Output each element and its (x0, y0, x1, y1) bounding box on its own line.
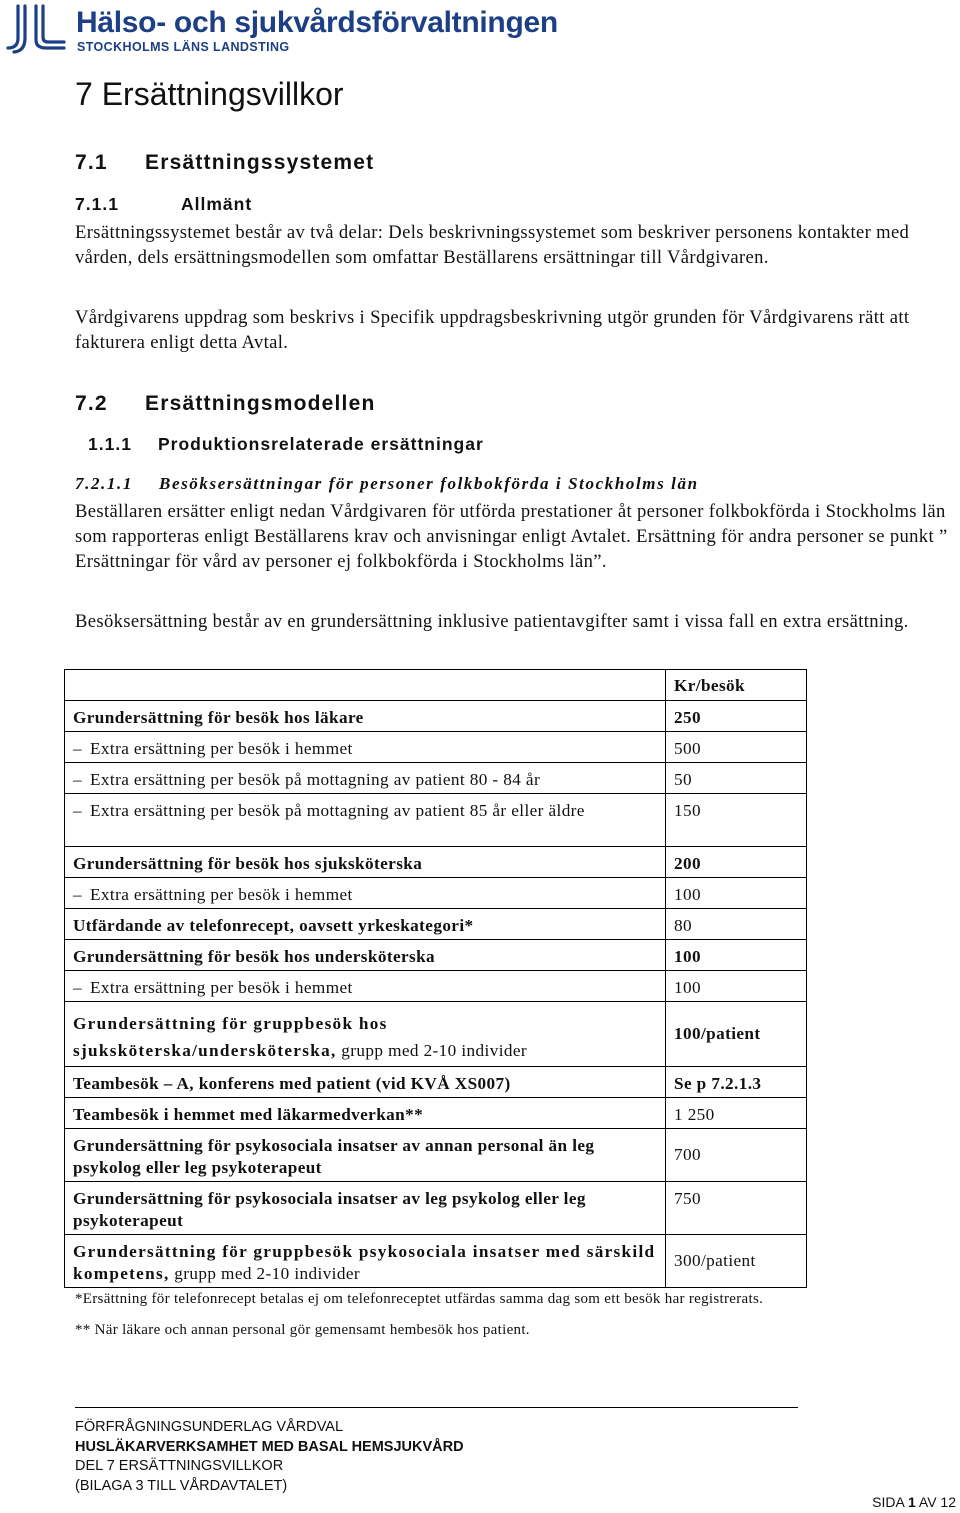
row-value: 80 (666, 909, 807, 940)
section-title: Ersättningsmodellen (145, 392, 376, 415)
row-value: 200 (666, 847, 807, 878)
table-row (65, 1235, 807, 1288)
table-row (65, 1067, 807, 1098)
table-row (65, 909, 807, 940)
paragraph-allmant-2: Vårdgivarens uppdrag som beskrivs i Specifik uppdragsbeskrivning utgör grunden för Vårdgivarens rätt att fakturera enligt detta Avtal. (75, 307, 910, 353)
row-value: 100 (666, 878, 807, 909)
footer-line-3: DEL 7 ERSÄTTNINGSVILLKOR (75, 1458, 284, 1474)
paragraph-besok-1: Beställaren ersätter enligt nedan Vårdgivaren för utförda prestationer åt personer folkbokförda i Stockholms län som rapporteras enligt Beställarens krav och anvisningar enligt Avtalet. Ersättning för andra personer se punkt ” Ersättningar för vård av personer ej folkbokförda i Stockholms län”. (75, 501, 948, 572)
section-number: 7.1 (75, 151, 108, 174)
org-subtitle: STOCKHOLMS LÄNS LANDSTING (77, 40, 290, 54)
section-heading-7-2-1-1 (75, 474, 699, 494)
table-row (65, 794, 807, 847)
row-label: Grundersättning för psykosociala insatser av leg psykolog eller leg psykoterapeut (65, 1182, 666, 1235)
row-label: – Extra ersättning per besök på mottagning av patient 85 år eller äldre (65, 794, 666, 847)
row-label: Grundersättning för besök hos undersköterska (65, 940, 666, 971)
footer-divider (75, 1407, 798, 1408)
row-value: 750 (666, 1182, 807, 1235)
section-heading-7-1-1 (75, 194, 252, 215)
row-value: 150 (666, 794, 807, 847)
column-header-kr-besok: Kr/besök (666, 670, 807, 701)
section-number: 7.2 (75, 392, 108, 415)
table-row (65, 971, 807, 1002)
table-row (65, 940, 807, 971)
footnote-telefonrecept: *Ersättning för telefonrecept betalas ej om telefonreceptet utfärdas samma dag som ett besök har registrerats. (75, 1291, 764, 1307)
row-label: – Extra ersättning per besök på mottagning av patient 80 - 84 år (65, 763, 666, 794)
section-title: Allmänt (181, 194, 253, 214)
row-label: Grundersättning för besök hos läkare (65, 701, 666, 732)
row-value: 250 (666, 701, 807, 732)
row-label: Grundersättning för psykosociala insatser av annan personal än leg psykolog eller leg psykoterapeut (65, 1129, 666, 1182)
row-value: 100/patient (666, 1002, 807, 1067)
row-label: Grundersättning för gruppbesök hos sjuksköterska/undersköterska, grupp med 2-10 individer (65, 1002, 666, 1067)
row-value: Se p 7.2.1.3 (666, 1067, 807, 1098)
table-row (65, 1182, 807, 1235)
dash-marker: – (73, 739, 82, 758)
dash-marker: – (73, 770, 82, 789)
rates-table (64, 669, 807, 1288)
paragraph-allmant-1: Ersättningssystemet består av två delar: Dels beskrivningssystemet som beskriver personens kontakter med vården, dels ersättningsmodellen som omfattar Beställarens ersättningar till Vårdgivaren. (75, 222, 910, 268)
row-label: Teambesök – A, konferens med patient (vid KVÅ XS007) (65, 1067, 666, 1098)
footer-line-1: FÖRFRÅGNINGSUNDERLAG VÅRDVAL (75, 1419, 344, 1435)
section-title: Produktionsrelaterade ersättningar (158, 434, 484, 454)
section-number: 7.1.1 (75, 194, 119, 214)
chapter-title: 7 Ersättningsvillkor (75, 76, 344, 112)
table-row (65, 732, 807, 763)
row-value: 1 250 (666, 1098, 807, 1129)
footer-line-2: HUSLÄKARVERKSAMHET MED BASAL HEMSJUKVÅRD (75, 1438, 464, 1455)
row-value: 50 (666, 763, 807, 794)
paragraph-besok-2: Besöksersättning består av en grundersättning inklusive patientavgifter samt i vissa fall en extra ersättning. (75, 611, 909, 632)
section-number: 1.1.1 (88, 434, 132, 454)
dash-marker: – (73, 801, 82, 820)
row-label: Grundersättning för besök hos sjuksköterska (65, 847, 666, 878)
section-title: Ersättningssystemet (145, 151, 375, 174)
dash-marker: – (73, 978, 82, 997)
section-heading-1-1-1 (88, 434, 484, 455)
dash-marker: – (73, 885, 82, 904)
row-label: – Extra ersättning per besök i hemmet (65, 878, 666, 909)
header-logo (6, 4, 566, 54)
table-cell (65, 670, 666, 701)
row-label: Teambesök i hemmet med läkarmedverkan** (65, 1098, 666, 1129)
table-row (65, 701, 807, 732)
table-row (65, 763, 807, 794)
landsting-logo-icon (6, 4, 66, 54)
row-value: 700 (666, 1129, 807, 1182)
row-value: 500 (666, 732, 807, 763)
row-label: Grundersättning för gruppbesök psykosociala insatser med särskild kompetens, grupp med 2-10 individer (65, 1235, 666, 1288)
org-name: Hälso- och sjukvårdsförvaltningen (76, 6, 558, 39)
row-value: 100 (666, 940, 807, 971)
section-number: 7.2.1.1 (75, 474, 133, 493)
page-footer (75, 1418, 464, 1496)
row-value: 100 (666, 971, 807, 1002)
row-label: – Extra ersättning per besök i hemmet (65, 971, 666, 1002)
table-row (65, 1129, 807, 1182)
row-value: 300/patient (666, 1235, 807, 1288)
row-label: Utfärdande av telefonrecept, oavsett yrkeskategori* (65, 909, 666, 940)
table-row (65, 878, 807, 909)
table-row (65, 1002, 807, 1067)
section-heading-7-1 (75, 151, 374, 175)
footer-line-4: (BILAGA 3 TILL VÅRDAVTALET) (75, 1477, 288, 1494)
section-title: Besöksersättningar för personer folkbokförda i Stockholms län (159, 474, 699, 493)
row-label: – Extra ersättning per besök i hemmet (65, 732, 666, 763)
section-heading-7-2 (75, 392, 376, 416)
table-row (65, 1098, 807, 1129)
table-row (65, 847, 807, 878)
table-header-row (65, 670, 807, 701)
page-number: SIDA 1 AV 12 (872, 1494, 956, 1510)
footnote-teambesok: ** När läkare och annan personal gör gemensamt hembesök hos patient. (75, 1322, 530, 1338)
